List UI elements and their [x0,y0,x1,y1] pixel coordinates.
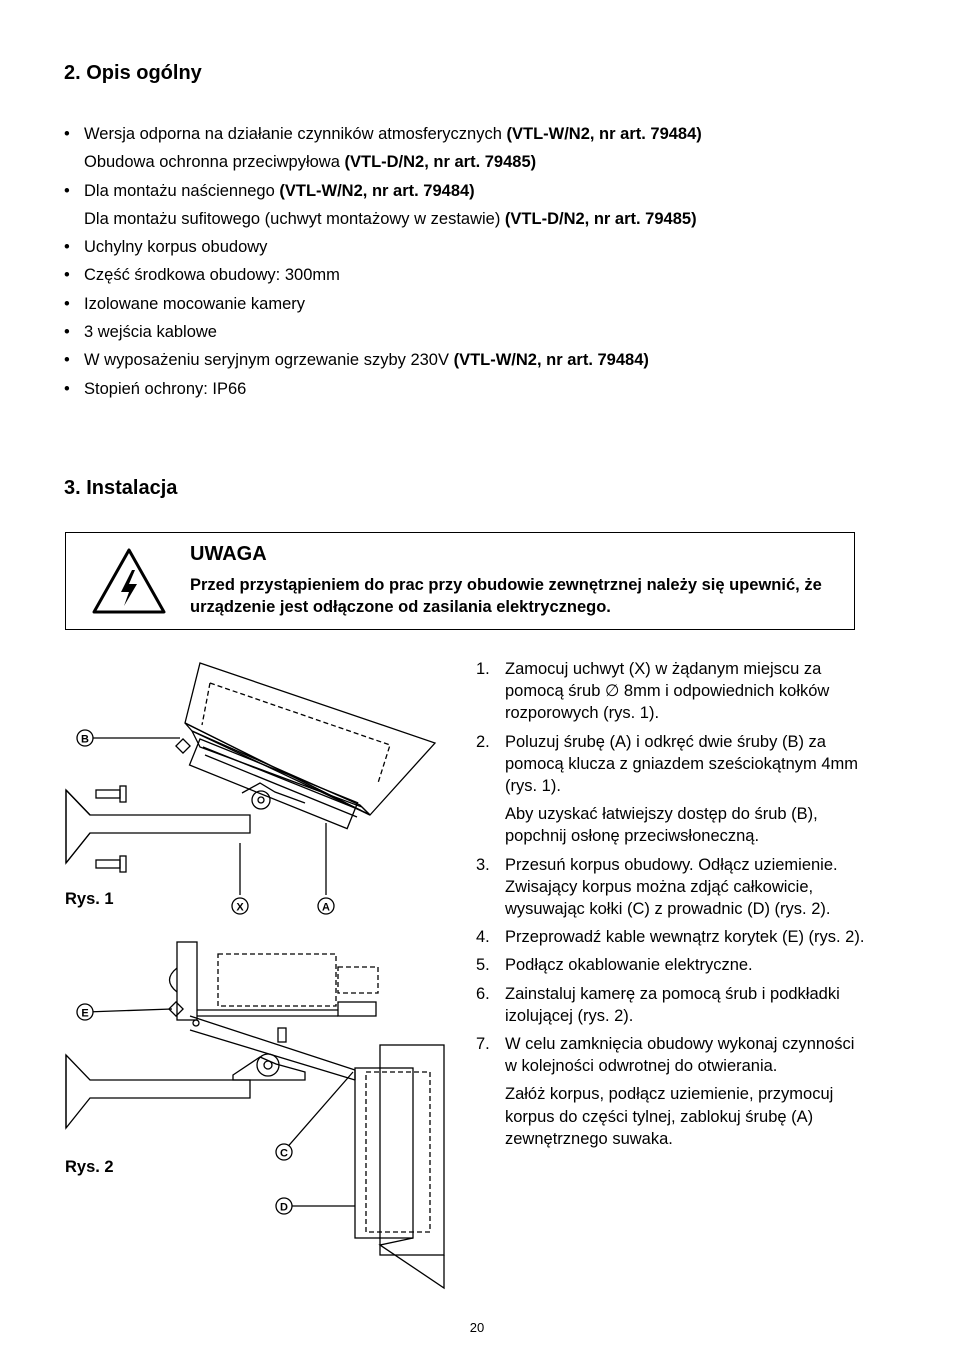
feature-model: (VTL-W/N2, nr art. 79484) [453,351,649,370]
feature-item [64,346,884,374]
svg-text:B: B [81,733,89,746]
feature-text: W wyposażeniu seryjnym ogrzewanie szyby 230V [84,351,454,370]
step-number: 2. [476,732,490,751]
step-text: Zainstaluj kamerę za pomocą śrub i podkładki izolującej (rys. 2). [505,984,840,1025]
svg-text:D: D [280,1201,288,1214]
feature-model: (VTL-D/N2, nr art. 79485) [504,209,697,228]
step-number: 3. [476,855,490,874]
fig1-label-b [77,730,93,746]
feature-item [64,177,884,205]
bullet-dot: • [64,125,70,143]
feature-item [64,375,884,403]
step-text: W celu zamknięcia obudowy wykonaj czynności w kolejności odwrotnej do otwierania. [505,1035,855,1076]
feature-item [64,120,884,148]
bullet-dot: • [64,266,70,285]
feature-item [64,148,884,176]
step-text: Zamocuj uchwyt (X) w żądanym miejscu za pomocą śrub ∅ 8mm i odpowiednich kołków rozporowych (rys. 1). [505,660,830,723]
warning-box [65,532,855,630]
bullet-dot: • [64,294,70,313]
step-item [476,854,866,921]
figure-2-diagram [60,940,450,1290]
bullet-dot: • [64,323,70,342]
svg-text:C: C [280,1147,288,1160]
feature-text: 3 wejścia kablowe [84,323,217,342]
feature-text: Część środkowa obudowy: 300mm [84,266,340,285]
step-number: 4. [476,928,490,947]
warning-title: UWAGA [190,543,267,565]
step-number: 7. [476,1035,490,1054]
figure-2-caption: Rys. 2 [65,1158,114,1176]
step-text: Przesuń korpus obudowy. Odłącz uziemienie. Zwisający korpus można zdjąć całkowicie, wysuwając kołki (C) z prowadnic (D) (rys. 2). [505,855,838,919]
step-text: Podłącz okablowanie elektryczne. [505,956,753,975]
figure-1-caption: Rys. 1 [65,890,114,908]
step-note: Aby uzyskać łatwiejszy dostęp do śrub (B), popchnij osłonę przeciwsłoneczną. [505,805,818,846]
feature-text: Uchylny korpus obudowy [84,238,268,257]
feature-text: Obudowa ochronna przeciwpyłowa [84,153,345,172]
section-3-title: 3. Instalacja [64,477,178,499]
step-item [476,954,866,976]
step-text: Przeprowadź kable wewnątrz korytek (E) (rys. 2). [505,928,865,947]
step-item [476,658,866,725]
svg-text:E: E [81,1007,89,1020]
section-2-title: 2. Opis ogólny [64,62,202,84]
feature-item [64,290,884,318]
bullet-dot: • [64,181,70,200]
feature-model: (VTL-W/N2, nr art. 79484) [506,125,702,143]
step-number: 1. [476,660,490,678]
step-text: Poluzuj śrubę (A) i odkręć dwie śruby (B) za pomocą klucza z gniazdem sześciokątnym 4mm (rys. 1). [505,732,859,796]
step-item [476,1033,866,1077]
step-item [476,731,866,798]
feature-item [64,318,884,346]
features-list [64,120,884,403]
step-number: 6. [476,984,490,1003]
feature-model: (VTL-W/N2, nr art. 79484) [279,181,475,200]
feature-text: Wersja odporna na działanie czynników atmosferycznych [84,125,507,143]
figure-1-diagram [60,655,450,925]
step-note: Załóż korpus, podłącz uziemienie, przymocuj korpus do części tylnej, zablokuj śrubę (A) zewnętrznego suwaka. [505,1085,834,1148]
step-item [476,926,866,948]
feature-text: Stopień ochrony: IP66 [84,379,247,398]
installation-steps [476,658,866,1156]
step-item [476,983,866,1027]
svg-text:X: X [236,901,244,914]
feature-text: Izolowane mocowanie kamery [84,294,306,313]
feature-text: Dla montażu sufitowego (uchwyt montażowy w zestawie) [84,209,505,228]
high-voltage-warning-icon [91,546,167,616]
page-number: 20 [469,1320,485,1335]
fig2-label-c [276,1144,292,1160]
step-number: 5. [476,956,490,975]
feature-item [64,205,884,233]
feature-text: Dla montażu naściennego [84,181,280,200]
bullet-dot: • [64,238,70,257]
bullet-dot: • [64,351,70,370]
fig2-label-e [77,1004,93,1020]
fig1-label-x [232,898,248,914]
fig2-label-d [276,1198,292,1214]
feature-model: (VTL-D/N2, nr art. 79485) [344,153,537,172]
warning-text: Przed przystąpieniem do prac przy obudowie zewnętrznej należy się upewnić, że urządzenie jest odłączone od zasilania elektrycznego. [190,576,822,616]
bullet-dot: • [64,379,70,398]
fig1-label-a [318,898,334,914]
feature-item [64,261,884,289]
svg-text:A: A [322,901,330,914]
feature-item [64,233,884,261]
